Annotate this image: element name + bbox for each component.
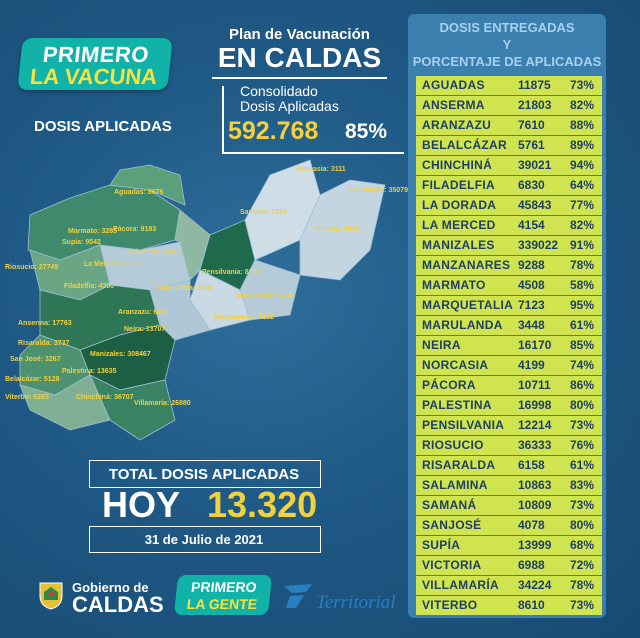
doses-delivered: 34224 <box>518 578 552 592</box>
map-label: Chinchiná: 36707 <box>76 394 134 401</box>
consolidated-percent: 85% <box>345 120 388 143</box>
map-label: Villamaría: 26880 <box>134 400 191 407</box>
brand-line2: LA VACUNA <box>28 64 159 89</box>
municipality-row <box>416 576 602 595</box>
municipality-row <box>416 276 602 295</box>
brand-line1: PRIMERO <box>41 42 151 67</box>
municipality-name: SANJOSÉ <box>422 518 482 532</box>
municipality-name: MARULANDA <box>422 318 503 332</box>
percent-applied: 78% <box>570 578 595 592</box>
percent-applied: 73% <box>570 78 595 92</box>
doses-delivered: 39021 <box>518 158 552 172</box>
map-label: Pácora: 9183 <box>113 226 157 233</box>
map-label: Marulanda: 2108 <box>158 285 213 292</box>
percent-applied: 74% <box>570 358 595 372</box>
doses-delivered: 5761 <box>518 138 545 152</box>
municipality-name: PENSILVANIA <box>422 418 505 432</box>
municipality-row <box>416 236 602 255</box>
percent-applied: 73% <box>570 598 595 612</box>
municipality-row <box>416 296 602 315</box>
percent-applied: 95% <box>570 298 595 312</box>
municipality-name: SUPÍA <box>422 538 461 552</box>
municipality-row <box>416 556 602 575</box>
percent-applied: 78% <box>570 258 595 272</box>
percent-applied: 86% <box>570 378 595 392</box>
doses-delivered: 21803 <box>518 98 552 112</box>
plan-title-line2: EN CALDAS <box>217 42 382 73</box>
today-value: 13.320 <box>207 484 318 525</box>
panel-header-line3: PORCENTAJE DE APLICADAS <box>412 54 602 69</box>
doses-delivered: 16170 <box>518 338 552 352</box>
doses-delivered: 10711 <box>518 378 551 392</box>
doses-delivered: 11875 <box>518 78 551 92</box>
municipality-name: RIOSUCIO <box>422 438 484 452</box>
map-label: Anserma: 17763 <box>18 320 72 327</box>
municipality-row <box>416 476 602 495</box>
map-label: Risaralda: 3737 <box>18 340 70 347</box>
municipality-name: ANSERMA <box>422 98 485 112</box>
doses-delivered: 4078 <box>518 518 545 532</box>
doses-delivered: 4508 <box>518 278 545 292</box>
municipality-name: PÁCORA <box>422 378 476 392</box>
doses-delivered: 8610 <box>518 598 545 612</box>
percent-applied: 88% <box>570 118 595 132</box>
consolidated-total: 592.768 <box>228 117 319 145</box>
percent-applied: 73% <box>570 418 595 432</box>
map-label: La Dorada: 35079 <box>350 187 408 194</box>
doses-delivered: 339022 <box>518 238 559 252</box>
doses-delivered: 16998 <box>518 398 552 412</box>
doses-delivered: 45843 <box>518 198 552 212</box>
territorial-logo-icon <box>282 582 316 610</box>
municipality-name: NORCASIA <box>422 358 489 372</box>
municipality-row <box>416 96 602 115</box>
municipality-row <box>416 516 602 535</box>
pg-line2: LA GENTE <box>186 596 259 612</box>
pg-line1: PRIMERO <box>190 579 258 595</box>
doses-delivered: 4199 <box>518 358 545 372</box>
caldas-label: CALDAS <box>72 592 164 617</box>
municipality-name: SAMANÁ <box>422 498 477 512</box>
percent-applied: 83% <box>570 478 595 492</box>
municipality-row <box>416 536 602 555</box>
percent-applied: 58% <box>570 278 595 292</box>
report-date: 31 de Julio de 2021 <box>144 532 264 547</box>
map-label: Norcasia: 3111 <box>297 166 346 173</box>
municipality-name: ARANZAZU <box>422 118 492 132</box>
municipality-row <box>416 336 602 355</box>
percent-applied: 80% <box>570 518 595 532</box>
municipality-name: VILLAMARÍA <box>422 578 499 592</box>
primero-la-gente-logo <box>174 575 272 615</box>
municipality-name: MANZANARES <box>422 258 511 272</box>
municipality-name: NEIRA <box>422 338 461 352</box>
municipality-name: VICTORIA <box>422 558 482 572</box>
municipality-name: FILADELFIA <box>422 178 495 192</box>
municipality-name: PALESTINA <box>422 398 492 412</box>
doses-delivered: 9288 <box>518 258 545 272</box>
doses-delivered: 4154 <box>518 218 545 232</box>
map-label: Aguadas: 8676 <box>114 189 164 196</box>
consolidated-label: Consolidado <box>240 83 318 99</box>
panel-header-line1: DOSIS ENTREGADAS <box>439 20 575 35</box>
municipality-name: RISARALDA <box>422 458 496 472</box>
municipality-row <box>416 456 602 475</box>
municipality-row <box>416 316 602 335</box>
doses-delivered: 7123 <box>518 298 545 312</box>
doses-delivered: 6988 <box>518 558 545 572</box>
map-label: Victoria: 5014 <box>314 226 360 233</box>
doses-delivered: 6830 <box>518 178 545 192</box>
map-label: Palestina: 13635 <box>62 368 117 375</box>
total-title: TOTAL DOSIS APLICADAS <box>108 466 300 483</box>
map-label: San José: 3267 <box>10 356 61 363</box>
today-label: HOY <box>102 484 181 525</box>
municipality-row <box>416 376 602 395</box>
map-label: Manizales: 308467 <box>90 351 151 358</box>
percent-applied: 61% <box>570 458 595 472</box>
map-label: Samaná: 7934 <box>240 209 287 216</box>
doses-delivered: 10863 <box>518 478 552 492</box>
percent-applied: 76% <box>570 438 595 452</box>
municipality-name: MANIZALES <box>422 238 495 252</box>
map-label: Supía: 9542 <box>62 239 101 246</box>
municipality-row <box>416 216 602 235</box>
doses-delivered: 6158 <box>518 458 545 472</box>
municipality-name: AGUADAS <box>422 78 485 92</box>
gobierno-label: Gobierno de <box>72 580 149 595</box>
municipality-row <box>416 496 602 515</box>
municipality-row <box>416 356 602 375</box>
municipality-row <box>416 196 602 215</box>
municipality-row <box>416 596 602 615</box>
municipality-name: MARMATO <box>422 278 486 292</box>
doses-delivered: 12214 <box>518 418 552 432</box>
panel-header <box>408 19 606 70</box>
municipality-row <box>416 436 602 455</box>
percent-applied: 82% <box>570 98 595 112</box>
municipality-row <box>416 176 602 195</box>
municipality-name: VITERBO <box>422 598 478 612</box>
percent-applied: 64% <box>570 178 595 192</box>
percent-applied: 80% <box>570 398 595 412</box>
percent-applied: 61% <box>570 318 595 332</box>
section-label: DOSIS APLICADAS <box>34 118 172 135</box>
plan-title-line1: Plan de Vacunación <box>229 26 370 43</box>
percent-applied: 85% <box>570 338 595 352</box>
municipality-row <box>416 156 602 175</box>
percent-applied: 94% <box>570 158 595 172</box>
municipality-row <box>416 116 602 135</box>
map-label: Marquetalia: 6748 <box>236 293 295 300</box>
doses-delivered: 36333 <box>518 438 552 452</box>
caldas-shield-icon <box>38 580 64 610</box>
municipality-name: SALAMINA <box>422 478 488 492</box>
panel-header-line2: Y <box>502 37 512 52</box>
map-labels <box>0 0 410 460</box>
map-label: Riosucio: 27749 <box>5 264 59 271</box>
doses-delivered: 3448 <box>518 318 545 332</box>
percent-applied: 91% <box>570 238 595 252</box>
municipality-name: BELALCÁZAR <box>422 138 507 152</box>
map-label: Belalcázar: 5128 <box>5 376 60 383</box>
consolidated-sublabel: Dosis Aplicadas <box>240 98 339 114</box>
percent-applied: 73% <box>570 498 595 512</box>
map-label: Viterbo: 6265 <box>5 394 49 401</box>
percent-applied: 82% <box>570 218 595 232</box>
doses-delivered: 7610 <box>518 118 545 132</box>
municipality-name: LA MERCED <box>422 218 496 232</box>
doses-delivered: 10809 <box>518 498 552 512</box>
municipality-name: MARQUETALIA <box>422 298 514 312</box>
map-label: Manzanares: 7232 <box>214 314 274 321</box>
municipality-row <box>416 416 602 435</box>
map-label: Salamina: 9046 <box>128 249 179 256</box>
map-label: Aranzazu: 6071 <box>118 309 169 316</box>
map-label: Neira: 13707 <box>124 326 166 333</box>
municipality-name: CHINCHINÁ <box>422 158 493 172</box>
percent-applied: 77% <box>570 198 595 212</box>
percent-applied: 72% <box>570 558 595 572</box>
doses-delivered: 13999 <box>518 538 552 552</box>
percent-applied: 89% <box>570 138 595 152</box>
map-label: Filadelfia: 4390 <box>64 283 115 290</box>
map-label: Pensilvania: 8931 <box>202 269 261 276</box>
percent-applied: 68% <box>570 538 595 552</box>
municipality-row <box>416 136 602 155</box>
municipality-row <box>416 256 602 275</box>
municipality-row <box>416 396 602 415</box>
municipality-name: LA DORADA <box>422 198 497 212</box>
territorial-label: Territorial <box>316 592 396 613</box>
map-label: La Merced: 3386 <box>84 261 139 268</box>
municipality-row <box>416 76 602 95</box>
map-label: Marmato: 3285 <box>68 228 118 235</box>
